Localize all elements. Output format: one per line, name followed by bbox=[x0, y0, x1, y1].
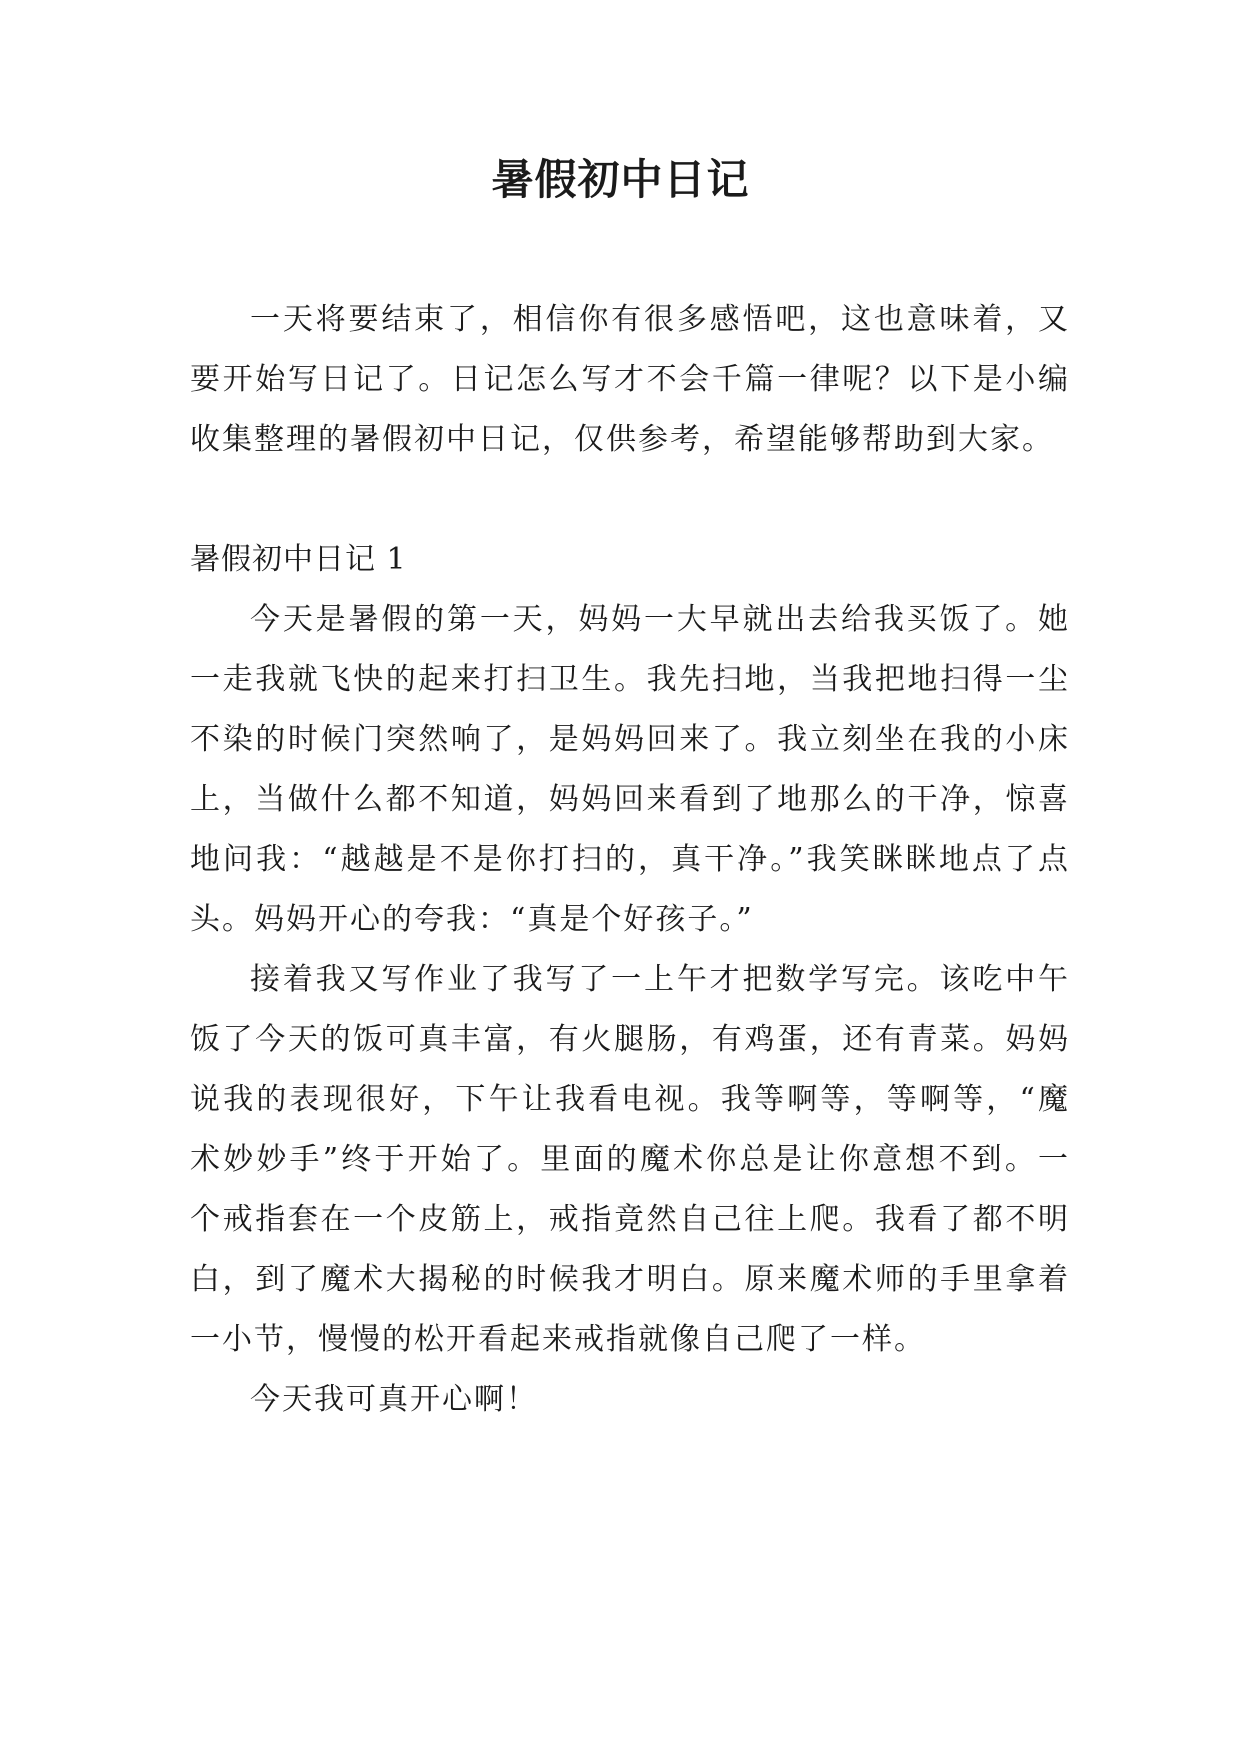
section-heading: 暑假初中日记 1 bbox=[190, 542, 407, 577]
document-body bbox=[190, 290, 1070, 1430]
body-paragraph-2: 接着我又写作业了我写了一上午才把数学写完。该吃中午饭了今天的饭可真丰富，有火腿肠，有鸡蛋，还有青菜。妈妈说我的表现很好，下午让我看电视。我等啊等，等啊等，“魔术妙妙手”终于开始了。里面的魔术你总是让你意想不到。一个戒指套在一个皮筋上，戒指竟然自己往上爬。我看了都不明白，到了魔术大揭秘的时候我才明白。原来魔术师的手里拿着一小节，慢慢的松开看起来戒指就像自己爬了一样。 bbox=[190, 962, 1070, 1357]
intro-paragraph: 一天将要结束了，相信你有很多感悟吧，这也意味着，又要开始写日记了。日记怎么写才不会千篇一律呢？以下是小编收集整理的暑假初中日记，仅供参考，希望能够帮助到大家。 bbox=[190, 302, 1070, 457]
document-title: 暑假初中日记 bbox=[491, 155, 750, 204]
body-paragraph-3: 今天我可真开心啊！ bbox=[250, 1382, 538, 1417]
body-paragraph-1: 今天是暑假的第一天，妈妈一大早就出去给我买饭了。她一走我就飞快的起来打扫卫生。我先扫地，当我把地扫得一尘不染的时候门突然响了，是妈妈回来了。我立刻坐在我的小床上，当做什么都不知道，妈妈回来看到了地那么的干净，惊喜地问我：“越越是不是你打扫的，真干净。”我笑眯眯地点了点头。妈妈开心的夸我：“真是个好孩子。” bbox=[190, 602, 1070, 937]
